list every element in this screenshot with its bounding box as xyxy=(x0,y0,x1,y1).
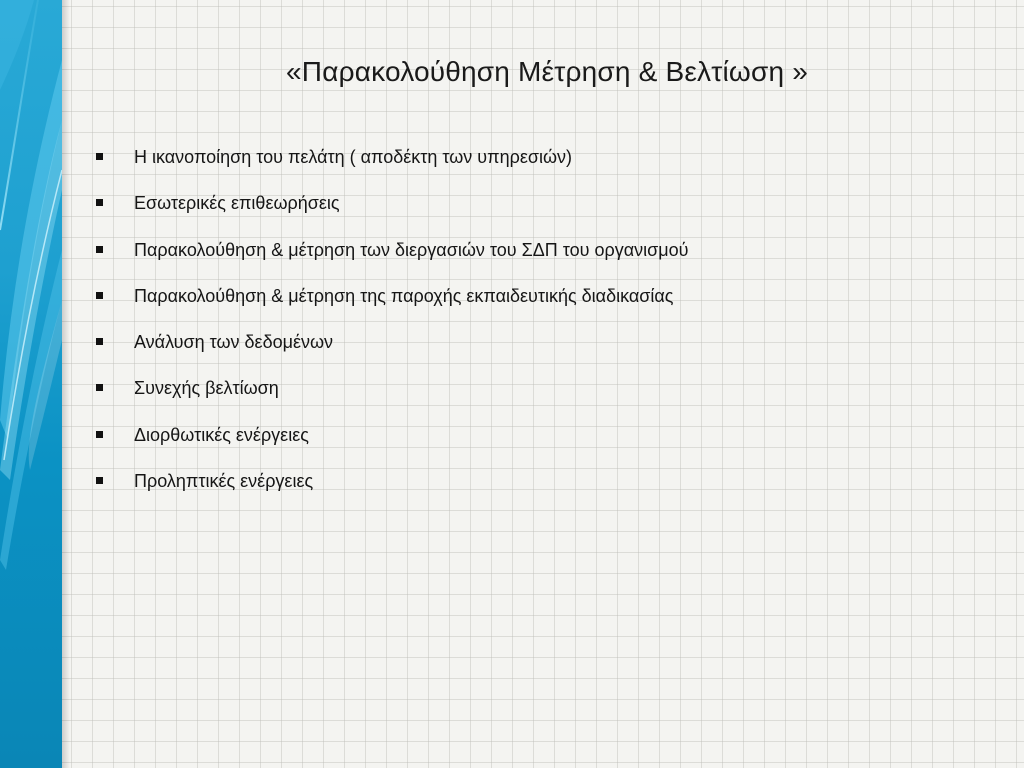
bullet-item xyxy=(96,331,688,377)
square-bullet-icon xyxy=(96,384,103,391)
bullet-item xyxy=(96,377,688,423)
square-bullet-icon xyxy=(96,431,103,438)
band-shadow xyxy=(62,0,70,768)
decorative-side-band xyxy=(0,0,62,768)
bullet-item xyxy=(96,470,688,516)
bullet-text: Παρακολούθηση & μέτρηση της παροχής εκπαιδευτικής διαδικασίας xyxy=(134,285,674,306)
bullet-text: Ανάλυση των δεδομένων xyxy=(134,332,334,353)
bullet-item xyxy=(96,285,688,331)
bullet-text: Διορθωτικές ενέργειες xyxy=(134,424,309,445)
bullet-text: Προληπτικές ενέργειες xyxy=(134,471,314,492)
bullet-item xyxy=(96,424,688,470)
bullet-text: Συνεχής βελτίωση xyxy=(134,378,279,399)
square-bullet-icon xyxy=(96,292,103,299)
square-bullet-icon xyxy=(96,246,103,253)
bullet-list xyxy=(96,146,688,516)
bullet-item xyxy=(96,146,688,192)
bullet-item xyxy=(96,192,688,238)
wave-decoration xyxy=(0,0,62,768)
bullet-text: Εσωτερικές επιθεωρήσεις xyxy=(134,193,340,214)
square-bullet-icon xyxy=(96,153,103,160)
square-bullet-icon xyxy=(96,199,103,206)
bullet-item xyxy=(96,239,688,285)
bullet-text: Παρακολούθηση & μέτρηση των διεργασιών του ΣΔΠ του οργανισμού xyxy=(134,239,689,260)
bullet-text: Η ικανοποίηση του πελάτη ( αποδέκτη των υπηρεσιών) xyxy=(134,147,573,167)
slide-title: «Παρακολούθηση Μέτρηση & Βελτίωση » xyxy=(286,56,808,87)
square-bullet-icon xyxy=(96,477,103,484)
square-bullet-icon xyxy=(96,338,103,345)
